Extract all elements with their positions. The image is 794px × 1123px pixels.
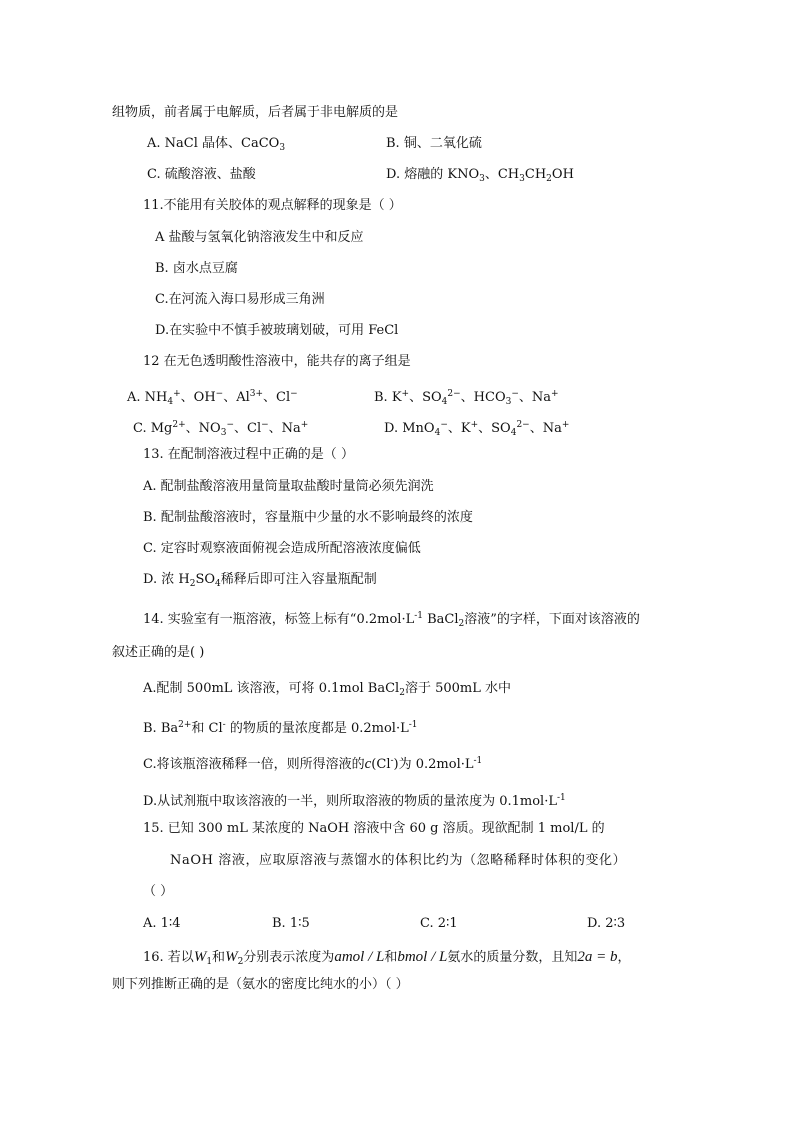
q15-option-c: C. 2∶1 (420, 916, 458, 931)
q14-option-a: A.配制 500mL 该溶液，可将 0.1mol BaCl$_2$溶于 500mL 水中 (143, 681, 511, 698)
question-15-answer-blank: （ ） (143, 884, 174, 899)
question-13-stem: 13. 在配制溶液过程中正确的是（ ） (143, 447, 354, 462)
question-12-stem: 12 在无色透明酸性溶液中，能共存的离子组是 (143, 354, 411, 369)
q11-option-b: B. 卤水点豆腐 (155, 261, 238, 276)
q13-option-b: B. 配制盐酸溶液时，容量瓶中少量的水不影响最终的浓度 (143, 510, 473, 525)
q15-option-a: A. 1∶4 (143, 916, 181, 931)
q12-option-b: B. K+、$SO_4^{2-}$、$HCO_3^-$、Na+ (374, 389, 559, 407)
question-14-stem-cont: 叙述正确的是( ) (112, 645, 205, 660)
q10-option-c: C. 硫酸溶液、盐酸 (147, 167, 256, 182)
q11-option-a: A 盐酸与氢氧化钠溶液发生中和反应 (155, 230, 364, 245)
q14-option-d: D.从试剂瓶中取该溶液的一半，则所取溶液的物质的量浓度为 $0.1mol\cdot L^{-1}$ (143, 793, 566, 809)
q13-option-c: C. 定容时观察液面俯视会造成所配溶液浓度偏低 (143, 541, 421, 556)
q10-option-a: A. NaCl 晶体、CaCO$_3$ (147, 136, 286, 153)
q14-option-c: C.将该瓶溶液稀释一倍，则所得溶液的c(Cl-)为 $0.2mol\cdot L^{-1}$ (143, 756, 483, 772)
q11-option-c: C.在河流入海口易形成三角洲 (155, 292, 325, 307)
question-15-stem-cont: NaOH 溶液，应取原溶液与蒸馏水的体积比约为（忽略稀释时体积的变化） (170, 853, 627, 868)
q15-option-d: D. 2∶3 (587, 916, 626, 931)
q12-option-c: C. $Mg^{2+}$、$NO_3^-$、Cl−、Na+ (133, 420, 309, 438)
question-16-stem-cont: 则下列推断正确的是（氨水的密度比纯水的小）（ ） (112, 977, 409, 992)
question-16-stem: 16. 若以$W_1$和$W_2$分别表示浓度为amol / L和bmol / L氨水的质量分数，且知2a = b， (143, 949, 631, 967)
q12-option-a: A. $NH_4^+$、OH−、$Al^{3+}$、Cl− (127, 389, 298, 407)
question-11-stem: 11.不能用有关胶体的观点解释的现象是（ ） (143, 198, 402, 213)
q12-option-d: D. MnO$_4$−、K+、$SO_4^{2-}$、Na+ (384, 420, 570, 438)
q14-option-b: B. $Ba^{2+}$和 Cl- 的物质的量浓度都是 $0.2mol\cdot L^{-1}$ (143, 720, 418, 736)
question-10-stem: 组物质，前者属于电解质，后者属于非电解质的是 (112, 105, 399, 120)
q10-option-d: D. 熔融的 $KNO_3$、$CH_3CH_2OH$ (386, 167, 574, 184)
question-15-stem: 15. 已知 300 mL 某浓度的 NaOH 溶液中含 60 g 溶质。现欲配制 1 mol/L 的 (143, 821, 605, 836)
q13-option-d: D. 浓 $H_2SO_4$稀释后即可注入容量瓶配制 (143, 572, 377, 589)
question-14-stem: 14. 实验室有一瓶溶液，标签上标有“$0.2mol\cdot L^{-1}$ BaCl$_2$溶液”的字样，下面对该溶液的 (143, 611, 640, 629)
q11-option-d: D.在实验中不慎手被玻璃划破，可用 FeCl (155, 323, 399, 338)
q13-option-a: A. 配制盐酸溶液用量筒量取盐酸时量筒必须先润洗 (143, 479, 434, 494)
q15-option-b: B. 1∶5 (272, 916, 310, 931)
q10-option-b: B. 铜、二氧化硫 (386, 136, 482, 151)
